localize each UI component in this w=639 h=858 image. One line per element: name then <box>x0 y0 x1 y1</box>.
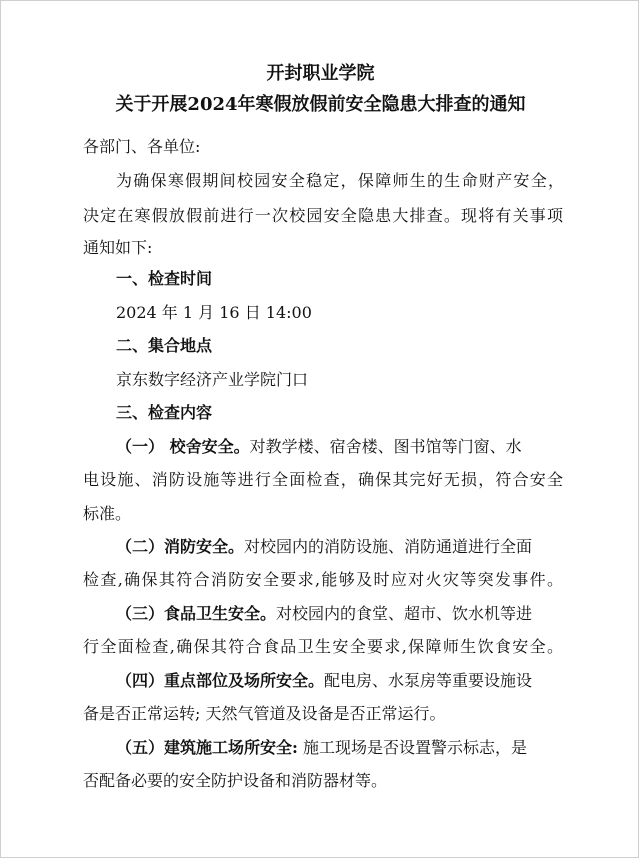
item-3-line-1 <box>116 604 532 624</box>
item-1-text: 对教学楼、宿舍楼、图书馆等门窗、水 <box>249 437 522 456</box>
section-body-time: 2024 年 1 月 16 日 14:00 <box>116 303 312 322</box>
item-1-line-2: 电设施、消防设施等进行全面检查，确保其完好无损，符合安全 <box>83 470 563 489</box>
item-1-label: （一） 校舍安全。 <box>116 437 250 456</box>
notice-title: 关于开展2024年寒假放假前安全隐患大排查的通知 <box>115 94 526 115</box>
item-1-line-3: 标准。 <box>83 504 132 523</box>
item-2-text: 对校园内的消防设施、消防通道进行全面 <box>244 537 533 556</box>
section-heading-place: 二、集合地点 <box>116 336 213 355</box>
item-5-line-1 <box>116 738 527 758</box>
item-4-line-2: 备是否正常运转; 天然气管道及设备是否正常运行。 <box>83 704 446 723</box>
item-5-line-2: 否配备必要的安全防护设备和消防器材等。 <box>83 771 388 790</box>
item-4-label: （四）重点部位及场所安全。 <box>116 671 325 690</box>
item-3-text: 对校园内的食堂、超市、饮水机等进 <box>276 604 533 623</box>
org-title: 开封职业学院 <box>266 63 375 84</box>
item-4-text: 配电房、水泵房等重要设施设 <box>324 671 533 690</box>
item-5-label: （五）建筑施工场所安全: <box>116 738 298 757</box>
item-3-line-2: 行全面检查,确保其符合食品卫生安全要求,保障师生饮食安全。 <box>83 637 563 656</box>
item-1-line-1 <box>116 437 522 457</box>
item-5-text: 施工现场是否设置警示标志，是 <box>297 738 528 757</box>
item-4-line-1 <box>116 671 532 691</box>
intro-line-3: 通知如下: <box>83 238 153 257</box>
item-3-label: （三）食品卫生安全。 <box>116 604 277 623</box>
intro-line-2: 决定在寒假放假前进行一次校园安全隐患大排查。现将有关事项 <box>83 206 563 225</box>
intro-line-1: 为确保寒假期间校园安全稳定，保障师生的生命财产安全， <box>116 171 564 190</box>
item-2-line-1 <box>116 537 532 557</box>
item-2-label: （二）消防安全。 <box>116 537 245 556</box>
section-heading-content: 三、检查内容 <box>116 403 213 422</box>
section-body-place: 京东数字经济产业学院门口 <box>116 370 309 389</box>
item-2-line-2: 检查,确保其符合消防安全要求,能够及时应对火灾等突发事件。 <box>83 570 563 589</box>
section-heading-time: 一、检查时间 <box>116 269 213 288</box>
salutation: 各部门、各单位: <box>83 137 201 156</box>
